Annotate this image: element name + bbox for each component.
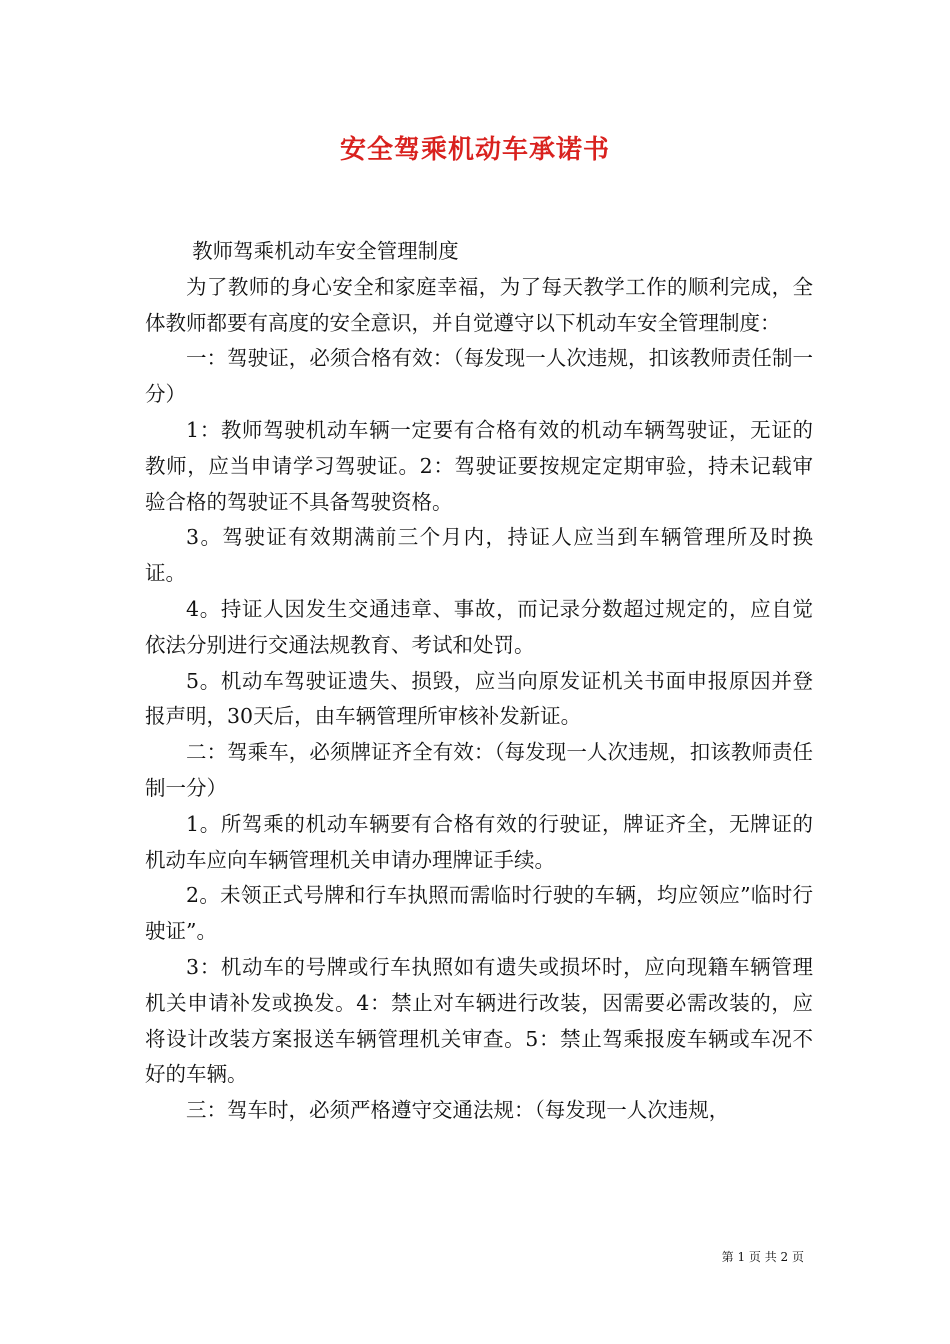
paragraph-intro: 为了教师的身心安全和家庭幸福，为了每天教学工作的顺利完成，全体教师都要有高度的安全意识，并自觉遵守以下机动车安全管理制度： <box>145 274 813 335</box>
section-heading-2: 二：驾乘车，必须牌证齐全有效：（每发现一人次违规，扣该教师责任制一分） <box>145 740 813 800</box>
document-body <box>145 234 813 1129</box>
paragraph: 1。所驾乘的机动车辆要有合格有效的行驶证，牌证齐全，无牌证的机动车应向车辆管理机关申请办理牌证手续。 <box>145 811 813 872</box>
document-title: 安全驾乘机动车承诺书 <box>339 135 610 165</box>
paragraph: 5。机动车驾驶证遗失、损毁，应当向原发证机关书面申报原因并登报声明，30天后，由车辆管理所审核补发新证。 <box>145 668 813 729</box>
section-heading-1: 一：驾驶证，必须合格有效：（每发现一人次违规，扣该教师责任制一分） <box>145 346 813 407</box>
paragraph: 2。未领正式号牌和行车执照而需临时行驶的车辆，均应领应”临时行驶证”。 <box>145 883 813 944</box>
page-number: 第 1 页 共 2 页 <box>721 1250 804 1264</box>
paragraph: 3。驾驶证有效期满前三个月内，持证人应当到车辆管理所及时换证。 <box>145 525 813 586</box>
section-heading-3: 三：驾车时，必须严格遵守交通法规：（每发现一人次违规， <box>186 1098 730 1123</box>
paragraph: 4。持证人因发生交通违章、事故，而记录分数超过规定的，应自觉依法分别进行交通法规教育、考试和处罚。 <box>145 596 813 657</box>
subheading: 教师驾乘机动车安全管理制度 <box>192 239 459 263</box>
paragraph: 1：教师驾驶机动车辆一定要有合格有效的机动车辆驾驶证，无证的教师，应当申请学习驾驶证。2：驾驶证要按规定定期审验，持未记载审验合格的驾驶证不具备驾驶资格。 <box>145 417 813 514</box>
paragraph: 3：机动车的号牌或行车执照如有遗失或损坏时，应向现籍车辆管理机关申请补发或换发。4：禁止对车辆进行改装，因需要必需改装的，应将设计改装方案报送车辆管理机关审查。5：禁止驾乘报废车辆或车况不好的车辆。 <box>145 954 813 1087</box>
